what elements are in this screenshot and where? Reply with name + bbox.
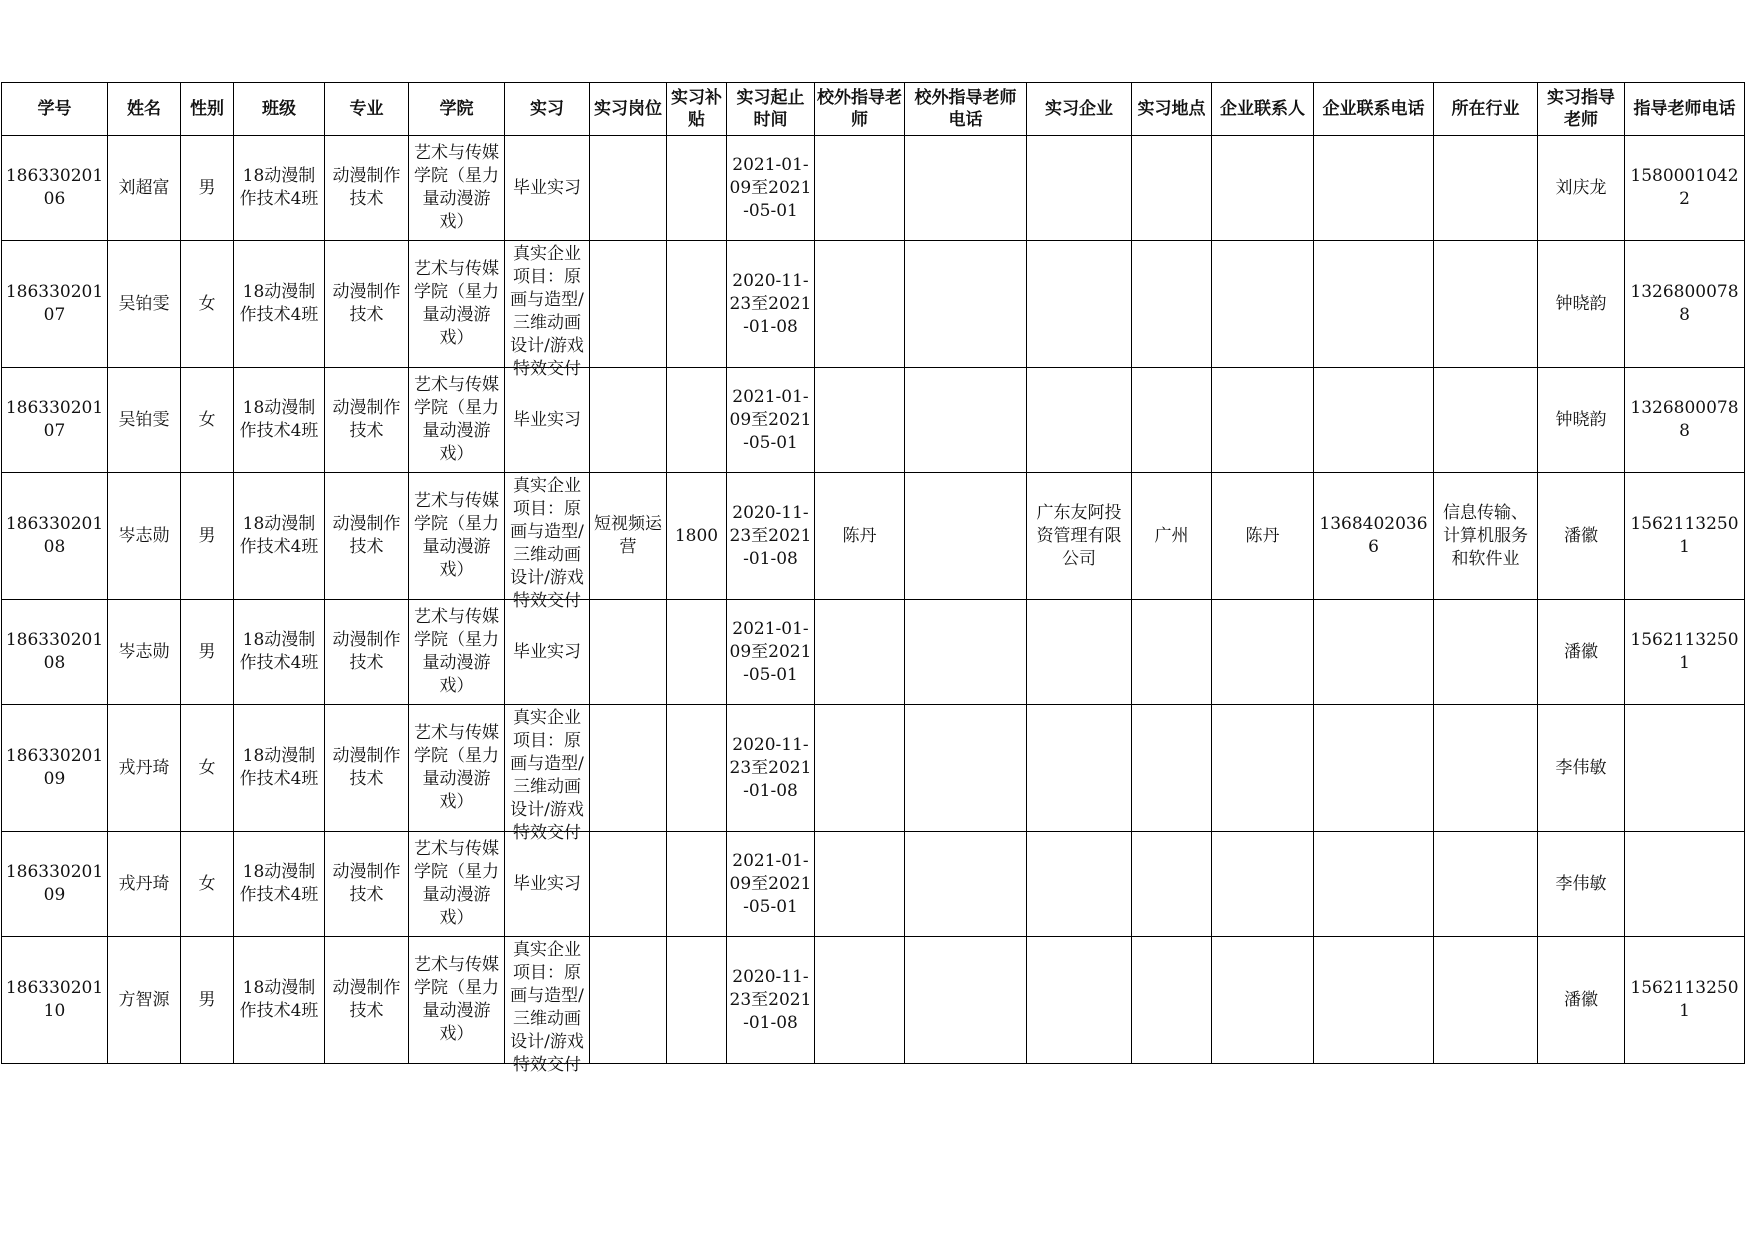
location-cell: [1132, 368, 1212, 473]
internship-cell: [505, 368, 590, 473]
contact-phone-cell: [1314, 937, 1434, 1064]
teacher-cell-text: 钟晓韵: [1555, 409, 1607, 430]
subsidy-cell: [667, 473, 727, 600]
position-cell: [590, 473, 667, 600]
table-row: [2, 832, 1745, 937]
ext-teacher-cell-text: 陈丹: [842, 525, 877, 546]
internship-table: [1, 82, 1745, 1075]
college-cell: [409, 600, 505, 705]
major-cell: [325, 705, 409, 832]
ext-teacher-phone-cell: [905, 600, 1027, 705]
position-cell: [590, 937, 667, 1064]
col-header-location: 实习地点: [1132, 83, 1212, 136]
subsidy-cell-text: 1800: [674, 525, 719, 546]
name-cell-text: 岑志勋: [118, 641, 170, 662]
industry-cell: [1434, 937, 1538, 1064]
class-cell: [234, 241, 325, 368]
col-header-position: 实习岗位: [590, 83, 667, 136]
name-cell-text: 戎丹琦: [118, 873, 170, 894]
col-header-major: 专业: [325, 83, 409, 136]
position-cell: [590, 705, 667, 832]
name-cell-text: 刘超富: [118, 177, 170, 198]
name-cell: [108, 600, 181, 705]
location-cell: [1132, 473, 1212, 600]
contact-cell: [1212, 473, 1314, 600]
company-cell: [1027, 473, 1132, 600]
teacher-phone-cell: [1625, 473, 1745, 600]
gender-cell-text: 女: [198, 409, 216, 430]
col-header-company: 实习企业: [1027, 83, 1132, 136]
name-cell: [108, 705, 181, 832]
college-cell-text: 艺术与传媒学院（星力量动漫游戏）: [414, 607, 499, 696]
gender-cell-text: 男: [198, 525, 216, 546]
name-cell: [108, 368, 181, 473]
gender-cell: [181, 241, 234, 368]
industry-cell: [1434, 241, 1538, 368]
class-cell-text: 18动漫制作技术4班: [239, 978, 319, 1021]
teacher-phone-cell: [1625, 832, 1745, 937]
location-cell: [1132, 937, 1212, 1064]
name-cell-text: 方智源: [118, 989, 170, 1010]
contact-phone-cell: [1314, 136, 1434, 241]
major-cell: [325, 473, 409, 600]
class-cell-text: 18动漫制作技术4班: [239, 282, 319, 325]
class-cell: [234, 832, 325, 937]
student-id-cell: [2, 832, 108, 937]
college-cell-text: 艺术与传媒学院（星力量动漫游戏）: [414, 955, 499, 1044]
major-cell-text: 动漫制作技术: [332, 166, 401, 209]
teacher-cell: [1538, 937, 1625, 1064]
class-cell: [234, 368, 325, 473]
col-header-contact-phone: 企业联系电话: [1314, 83, 1434, 136]
name-cell-text: 吴铂雯: [118, 409, 170, 430]
college-cell: [409, 241, 505, 368]
student-id-cell: [2, 473, 108, 600]
gender-cell: [181, 473, 234, 600]
col-header-internship: 实习: [505, 83, 590, 136]
contact-phone-cell: [1314, 832, 1434, 937]
location-cell: [1132, 241, 1212, 368]
header-row: [2, 83, 1745, 136]
class-cell-text: 18动漫制作技术4班: [239, 398, 319, 441]
contact-cell-text: 陈丹: [1245, 525, 1280, 546]
table-row: [2, 368, 1745, 473]
internship-cell-text: 毕业实习: [513, 409, 581, 430]
contact-cell: [1212, 241, 1314, 368]
teacher-cell: [1538, 600, 1625, 705]
teacher-cell: [1538, 368, 1625, 473]
teacher-cell-text: 李伟敏: [1555, 757, 1607, 778]
teacher-phone-cell-text: 15621132501: [1630, 978, 1739, 1021]
internship-cell: [505, 705, 590, 843]
company-cell: [1027, 832, 1132, 937]
internship-cell-text: 真实企业项目：原画与造型/三维动画设计/游戏特效交付: [510, 475, 584, 611]
class-cell: [234, 705, 325, 832]
student-id-cell-text: 18633020107: [5, 398, 104, 441]
college-cell-text: 艺术与传媒学院（星力量动漫游戏）: [414, 723, 499, 812]
ext-teacher-phone-cell: [905, 368, 1027, 473]
internship-cell: [505, 937, 590, 1075]
industry-cell: [1434, 136, 1538, 241]
internship-cell-text: 真实企业项目：原画与造型/三维动画设计/游戏特效交付: [510, 939, 584, 1075]
col-header-industry: 所在行业: [1434, 83, 1538, 136]
position-cell: [590, 241, 667, 368]
student-id-cell-text: 18633020106: [5, 166, 104, 209]
teacher-cell: [1538, 136, 1625, 241]
contact-cell: [1212, 937, 1314, 1064]
contact-cell: [1212, 368, 1314, 473]
ext-teacher-cell: [815, 937, 905, 1064]
class-cell: [234, 136, 325, 241]
internship-cell: [505, 473, 590, 611]
student-id-cell-text: 18633020109: [5, 862, 104, 905]
major-cell-text: 动漫制作技术: [332, 978, 401, 1021]
internship-cell-text: 毕业实习: [513, 873, 581, 894]
location-cell: [1132, 600, 1212, 705]
subsidy-cell: [667, 937, 727, 1064]
teacher-phone-cell-text: 13268000788: [1630, 398, 1739, 441]
col-header-ext-teacher: 校外指导老师: [815, 83, 905, 136]
position-cell: [590, 136, 667, 241]
major-cell-text: 动漫制作技术: [332, 630, 401, 673]
student-id-cell: [2, 368, 108, 473]
position-cell: [590, 832, 667, 937]
subsidy-cell: [667, 368, 727, 473]
company-cell-text: 广东友阿投资管理有限公司: [1036, 502, 1122, 569]
gender-cell-text: 男: [198, 641, 216, 662]
subsidy-cell: [667, 136, 727, 241]
period-cell: [727, 600, 815, 705]
internship-cell: [505, 136, 590, 241]
college-cell: [409, 368, 505, 473]
contact-phone-cell: [1314, 368, 1434, 473]
ext-teacher-phone-cell: [905, 136, 1027, 241]
ext-teacher-cell: [815, 600, 905, 705]
gender-cell-text: 女: [198, 757, 216, 778]
teacher-phone-cell: [1625, 937, 1745, 1064]
college-cell: [409, 136, 505, 241]
period-cell-text: 2021-01-09至2021-05-01: [729, 850, 812, 917]
period-cell-text: 2020-11-23至2021-01-08: [729, 734, 812, 801]
ext-teacher-cell: [815, 832, 905, 937]
ext-teacher-cell: [815, 473, 905, 600]
name-cell: [108, 832, 181, 937]
major-cell: [325, 832, 409, 937]
contact-phone-cell-text: 13684020366: [1319, 514, 1428, 557]
student-id-cell: [2, 241, 108, 368]
location-cell-text: 广州: [1154, 525, 1189, 546]
teacher-phone-cell-text: 15621132501: [1630, 514, 1739, 557]
internship-cell-text: 真实企业项目：原画与造型/三维动画设计/游戏特效交付: [510, 243, 584, 379]
student-id-cell-text: 18633020108: [5, 630, 104, 673]
ext-teacher-cell: [815, 136, 905, 241]
teacher-cell-text: 刘庆龙: [1555, 177, 1607, 198]
name-cell-text: 岑志勋: [118, 525, 170, 546]
teacher-cell: [1538, 832, 1625, 937]
student-id-cell-text: 18633020107: [5, 282, 104, 325]
col-header-student-id: 学号: [2, 83, 108, 136]
name-cell-text: 吴铂雯: [118, 293, 170, 314]
position-cell: [590, 368, 667, 473]
ext-teacher-phone-cell: [905, 937, 1027, 1064]
class-cell-text: 18动漫制作技术4班: [239, 166, 319, 209]
teacher-phone-cell-text: 15621132501: [1630, 630, 1739, 673]
contact-cell: [1212, 705, 1314, 832]
college-cell-text: 艺术与传媒学院（星力量动漫游戏）: [414, 143, 499, 232]
company-cell: [1027, 241, 1132, 368]
internship-cell-text: 毕业实习: [513, 641, 581, 662]
gender-cell: [181, 600, 234, 705]
class-cell-text: 18动漫制作技术4班: [239, 514, 319, 557]
class-cell: [234, 473, 325, 600]
col-header-period: 实习起止时间: [727, 83, 815, 136]
student-id-cell-text: 18633020110: [5, 978, 104, 1021]
college-cell: [409, 832, 505, 937]
student-id-cell: [2, 937, 108, 1064]
table-row: [2, 136, 1745, 241]
table-row: [2, 473, 1745, 600]
gender-cell-text: 男: [198, 989, 216, 1010]
col-header-subsidy: 实习补贴: [667, 83, 727, 136]
gender-cell-text: 男: [198, 177, 216, 198]
location-cell: [1132, 705, 1212, 832]
period-cell-text: 2021-01-09至2021-05-01: [729, 154, 812, 221]
company-cell: [1027, 136, 1132, 241]
col-header-ext-teacher-phone: 校外指导老师电话: [905, 83, 1027, 136]
period-cell: [727, 473, 815, 600]
name-cell-text: 戎丹琦: [118, 757, 170, 778]
gender-cell: [181, 136, 234, 241]
internship-cell-text: 毕业实习: [513, 177, 581, 198]
subsidy-cell: [667, 241, 727, 368]
table-body: [2, 136, 1745, 1075]
contact-phone-cell: [1314, 705, 1434, 832]
location-cell: [1132, 136, 1212, 241]
major-cell: [325, 600, 409, 705]
college-cell: [409, 937, 505, 1064]
name-cell: [108, 241, 181, 368]
contact-phone-cell: [1314, 473, 1434, 600]
teacher-cell-text: 钟晓韵: [1555, 293, 1607, 314]
class-cell-text: 18动漫制作技术4班: [239, 746, 319, 789]
name-cell: [108, 136, 181, 241]
period-cell: [727, 368, 815, 473]
student-id-cell: [2, 705, 108, 832]
class-cell-text: 18动漫制作技术4班: [239, 630, 319, 673]
teacher-phone-cell-text: 15800010422: [1630, 166, 1739, 209]
name-cell: [108, 937, 181, 1064]
internship-cell: [505, 241, 590, 379]
teacher-cell: [1538, 473, 1625, 600]
college-cell-text: 艺术与传媒学院（星力量动漫游戏）: [414, 375, 499, 464]
class-cell: [234, 600, 325, 705]
teacher-phone-cell: [1625, 241, 1745, 368]
contact-cell: [1212, 136, 1314, 241]
period-cell-text: 2021-01-09至2021-05-01: [729, 618, 812, 685]
student-id-cell-text: 18633020109: [5, 746, 104, 789]
col-header-gender: 性别: [181, 83, 234, 136]
teacher-cell: [1538, 705, 1625, 832]
period-cell: [727, 241, 815, 368]
company-cell: [1027, 368, 1132, 473]
ext-teacher-cell: [815, 241, 905, 368]
teacher-cell-text: 潘徽: [1564, 989, 1598, 1010]
college-cell-text: 艺术与传媒学院（星力量动漫游戏）: [414, 491, 499, 580]
major-cell: [325, 368, 409, 473]
subsidy-cell: [667, 832, 727, 937]
major-cell: [325, 937, 409, 1064]
industry-cell: [1434, 832, 1538, 937]
college-cell: [409, 473, 505, 600]
major-cell-text: 动漫制作技术: [332, 746, 401, 789]
name-cell: [108, 473, 181, 600]
industry-cell: [1434, 473, 1538, 600]
col-header-teacher-phone: 指导老师电话: [1625, 83, 1745, 136]
contact-phone-cell: [1314, 241, 1434, 368]
teacher-phone-cell: [1625, 368, 1745, 473]
period-cell-text: 2020-11-23至2021-01-08: [729, 966, 812, 1033]
ext-teacher-cell: [815, 368, 905, 473]
industry-cell: [1434, 600, 1538, 705]
teacher-phone-cell: [1625, 705, 1745, 832]
gender-cell-text: 女: [198, 293, 216, 314]
ext-teacher-phone-cell: [905, 241, 1027, 368]
period-cell: [727, 705, 815, 832]
contact-cell: [1212, 600, 1314, 705]
internship-cell: [505, 832, 590, 937]
class-cell: [234, 937, 325, 1064]
college-cell: [409, 705, 505, 832]
industry-cell: [1434, 705, 1538, 832]
subsidy-cell: [667, 705, 727, 832]
teacher-cell-text: 潘徽: [1564, 525, 1598, 546]
subsidy-cell: [667, 600, 727, 705]
gender-cell: [181, 705, 234, 832]
col-header-contact: 企业联系人: [1212, 83, 1314, 136]
industry-cell: [1434, 368, 1538, 473]
gender-cell-text: 女: [198, 873, 216, 894]
major-cell: [325, 241, 409, 368]
position-cell: [590, 600, 667, 705]
table-row: [2, 937, 1745, 1064]
table-row: [2, 600, 1745, 705]
contact-cell: [1212, 832, 1314, 937]
company-cell: [1027, 705, 1132, 832]
period-cell-text: 2020-11-23至2021-01-08: [729, 270, 812, 337]
period-cell: [727, 832, 815, 937]
company-cell: [1027, 937, 1132, 1064]
ext-teacher-phone-cell: [905, 832, 1027, 937]
period-cell: [727, 136, 815, 241]
teacher-phone-cell-text: 13268000788: [1630, 282, 1739, 325]
teacher-cell-text: 李伟敏: [1555, 873, 1607, 894]
college-cell-text: 艺术与传媒学院（星力量动漫游戏）: [414, 839, 499, 928]
table-row: [2, 705, 1745, 832]
teacher-phone-cell: [1625, 600, 1745, 705]
position-cell-text: 短视频运营: [594, 514, 662, 557]
gender-cell: [181, 832, 234, 937]
gender-cell: [181, 937, 234, 1064]
teacher-cell-text: 潘徽: [1564, 641, 1598, 662]
class-cell-text: 18动漫制作技术4班: [239, 862, 319, 905]
teacher-phone-cell: [1625, 136, 1745, 241]
internship-cell-text: 真实企业项目：原画与造型/三维动画设计/游戏特效交付: [510, 707, 584, 843]
industry-cell-text: 信息传输、计算机服务和软件业: [1443, 502, 1528, 569]
ext-teacher-cell: [815, 705, 905, 832]
location-cell: [1132, 832, 1212, 937]
major-cell: [325, 136, 409, 241]
ext-teacher-phone-cell: [905, 705, 1027, 832]
student-id-cell-text: 18633020108: [5, 514, 104, 557]
contact-phone-cell: [1314, 600, 1434, 705]
period-cell-text: 2021-01-09至2021-05-01: [729, 386, 812, 453]
col-header-class: 班级: [234, 83, 325, 136]
period-cell-text: 2020-11-23至2021-01-08: [729, 502, 812, 569]
college-cell-text: 艺术与传媒学院（星力量动漫游戏）: [414, 259, 499, 348]
col-header-teacher: 实习指导老师: [1538, 83, 1625, 136]
ext-teacher-phone-cell: [905, 473, 1027, 600]
col-header-college: 学院: [409, 83, 505, 136]
teacher-cell: [1538, 241, 1625, 368]
gender-cell: [181, 368, 234, 473]
major-cell-text: 动漫制作技术: [332, 862, 401, 905]
internship-cell: [505, 600, 590, 705]
col-header-name: 姓名: [108, 83, 181, 136]
major-cell-text: 动漫制作技术: [332, 398, 401, 441]
period-cell: [727, 937, 815, 1064]
student-id-cell: [2, 600, 108, 705]
student-id-cell: [2, 136, 108, 241]
major-cell-text: 动漫制作技术: [332, 514, 401, 557]
table-row: [2, 241, 1745, 368]
company-cell: [1027, 600, 1132, 705]
major-cell-text: 动漫制作技术: [332, 282, 401, 325]
